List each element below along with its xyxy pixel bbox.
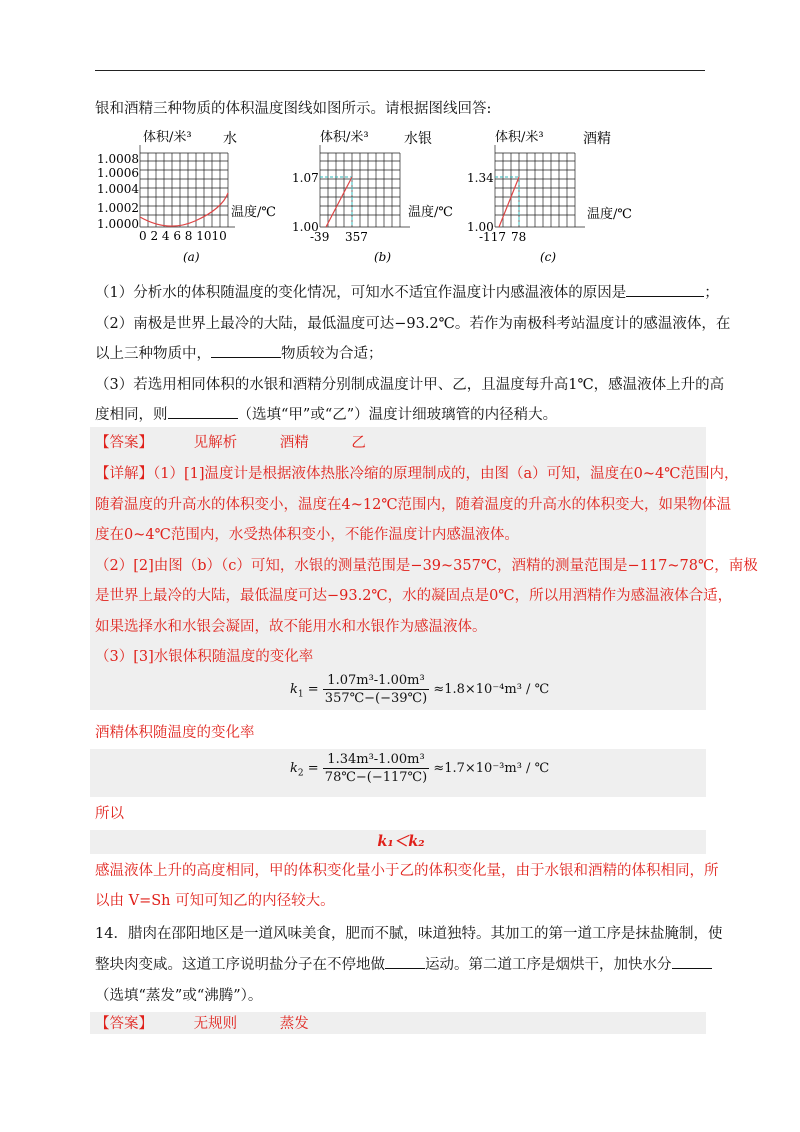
fig-b-yzero: 1.00: [292, 220, 319, 234]
question-1-text: （1）分析水的体积随温度的变化情况，可知水不适宜作温度计内感温液体的原因是: [95, 285, 627, 301]
fig-c-xtick-0: -117: [479, 230, 506, 244]
question-2-line-1: （2）南极是世界上最冷的大陆，最低温度可达−93.2℃。若作为南极科考站温度计的感温液体，在: [95, 316, 731, 332]
header-rule: [95, 70, 705, 71]
fig-b-caption: (b): [374, 250, 392, 264]
fig-a-ylabel: 体积/米³: [143, 130, 192, 145]
intro-text: 银和酒精三种物质的体积温度图线如图所示。请根据图线回答:: [95, 101, 492, 117]
detail-line-1: 随着温度的升高水的体积变小，温度在4~12℃范围内，随着温度的升高水的体积变大，如果物体温: [95, 497, 732, 513]
question-3-line-1: （3）若选用相同体积的水银和酒精分别制成温度计甲、乙，且温度每升高1℃，感温液体上升的高: [95, 377, 725, 393]
question-3-end: （选填“甲”或“乙”）温度计细玻璃管的内径稍大。: [237, 407, 558, 423]
question-2-text: 以上三种物质中，: [95, 346, 211, 362]
answer-2: 酒精: [279, 435, 309, 451]
fig-a-curve: [140, 193, 228, 226]
fig-c-xtick-1: 78: [511, 230, 527, 244]
question-14-text: 整块肉变咸。这道工序说明盐分子在不停地做: [95, 957, 385, 973]
question-3-line-2: [95, 404, 707, 426]
question-14-mid: 运动。第二道工序是烟烘干，加快水分: [425, 957, 672, 973]
answer-14-2: 蒸发: [279, 1016, 309, 1032]
fig-b-xtick-0: -39: [310, 230, 330, 244]
fig-a-xticks: 0 2 4 6 8 1010: [139, 229, 227, 243]
fig-b-xtick-1: 357: [345, 230, 368, 244]
question-3-text: 度相同，则: [95, 407, 168, 423]
fig-a-ytick-4: 1.0000: [97, 217, 139, 231]
figure-alcohol: [465, 125, 645, 270]
fig-a-ytick-1: 1.0006: [97, 166, 139, 180]
answer-blank-3: [168, 418, 238, 419]
formula-k2-result: ≈1.7×10⁻³m³ / ℃: [433, 761, 550, 776]
fig-b-name: 水银: [404, 131, 432, 147]
fig-a-name: 水: [223, 131, 237, 147]
question-1: [95, 282, 719, 304]
formula-k1-sub: 1: [297, 689, 304, 700]
formula-k1: $k_1$ = $\frac{\text{1.07m³-1.00m³}}{357℃-(-39℃)}$ ≈1.8×10⁻⁴m³ / ℃: [290, 673, 550, 706]
formula-k2: $k_2$ = $\frac{\text{1.34m³-1.00m³}}{78℃-(-117℃)}$ ≈1.7×10⁻³m³ / ℃: [290, 752, 550, 785]
question-14-line-1: 14．腊肉在邵阳地区是一道风味美食，肥而不腻，味道独特。其加工的第一道工序是抹盐腌制，使: [95, 926, 723, 942]
formula-k1-result: ≈1.8×10⁻⁴m³ / ℃: [433, 682, 550, 697]
formula-k2-sub: 2: [297, 768, 304, 779]
detail-line-5: 如果选择水和水银会凝固，故不能用水和水银作为感温液体。: [95, 619, 487, 635]
answer-3: 乙: [351, 435, 366, 451]
fig-b-ylabel: 体积/米³: [320, 130, 369, 145]
fig-a-xlabel: 温度/℃: [231, 205, 276, 220]
formula-k1-symbol: k: [290, 682, 298, 697]
figure-mercury: [290, 125, 465, 270]
alcohol-rate-label: 酒精体积随温度的变化率: [95, 725, 255, 741]
answer-blank-2: [211, 357, 281, 358]
answer-14-1: 无规则: [193, 1016, 238, 1032]
formula-k2-numerator: 1.34m³-1.00m³: [323, 752, 429, 769]
detail-line-4: 是世界上最冷的大陆，最低温度可达−93.2℃，水的凝固点是0℃，所以用酒精作为感温液体合适，: [95, 588, 733, 604]
detail-line-6: （3）[3]水银体积随温度的变化率: [95, 649, 314, 665]
question-2-line-2: [95, 343, 707, 365]
compare-k1-k2: k₁＜k₂: [377, 833, 425, 850]
conclusion-line-0: 感温液体上升的高度相同，甲的体积变化量小于乙的体积变化量，由于水银和酒精的体积相同，所: [95, 863, 719, 879]
answer-1: 见解析: [193, 435, 238, 451]
answer-blank-14b: [672, 968, 712, 969]
fig-a-ytick-0: 1.0008: [97, 152, 139, 166]
fig-a-ytick-2: 1.0004: [97, 182, 139, 196]
formula-k2-symbol: k: [290, 761, 298, 776]
question-2-end: 物质较为合适；: [281, 346, 383, 362]
fig-b-ymark: 1.07: [292, 171, 319, 185]
fig-c-caption: (c): [540, 250, 557, 264]
figure-water: [95, 125, 276, 270]
fig-b-grid: [320, 145, 410, 227]
question-14-line-2: [95, 954, 707, 976]
detail-line-0: 【详解】（1）[1]温度计是根据液体热胀冷缩的原理制成的，由图（a）可知，温度在0~4℃范围内，: [95, 466, 739, 482]
fig-c-ylabel: 体积/米³: [495, 130, 544, 145]
fig-b-line: [326, 177, 352, 227]
answer-blank-1: [626, 296, 704, 297]
detail-line-2: 度在0~4℃范围内，水受热体积变小，不能作温度计内感温液体。: [95, 527, 519, 543]
answer-label: 【答案】: [95, 435, 153, 451]
fig-c-yzero: 1.00: [467, 220, 494, 234]
question-1-end: ；: [704, 285, 719, 301]
fig-c-ymark: 1.34: [467, 171, 494, 185]
answer-14-label: 【答案】: [95, 1016, 153, 1032]
fig-b-xlabel: 温度/℃: [408, 205, 453, 220]
answer-blank-14a: [385, 968, 425, 969]
fig-a-grid: [140, 145, 235, 227]
formula-k2-denominator: 78℃−(−117℃): [324, 770, 428, 785]
question-14-line-3: （选填“蒸发”或“沸腾”）。: [95, 988, 263, 1004]
answer-14-row: [95, 1013, 707, 1035]
fig-a-ytick-3: 1.0002: [97, 201, 139, 215]
fig-c-grid: [495, 145, 585, 227]
fig-a-caption: (a): [183, 250, 200, 264]
fig-c-line: [499, 177, 519, 227]
fig-c-xlabel: 温度/℃: [587, 207, 632, 222]
so-label: 所以: [95, 806, 124, 822]
detail-line-3: （2）[2]由图（b）（c）可知，水银的测量范围是−39~357℃，酒精的测量范围是−117~78℃，南极: [95, 558, 758, 574]
formula-k1-numerator: 1.07m³-1.00m³: [323, 673, 429, 690]
fig-c-name: 酒精: [583, 131, 611, 147]
formula-k1-denominator: 357℃−(−39℃): [324, 691, 428, 706]
answer-row: [95, 432, 707, 454]
conclusion-line-1: 以由 V=Sh 可知可知乙的内径较大。: [95, 893, 335, 909]
